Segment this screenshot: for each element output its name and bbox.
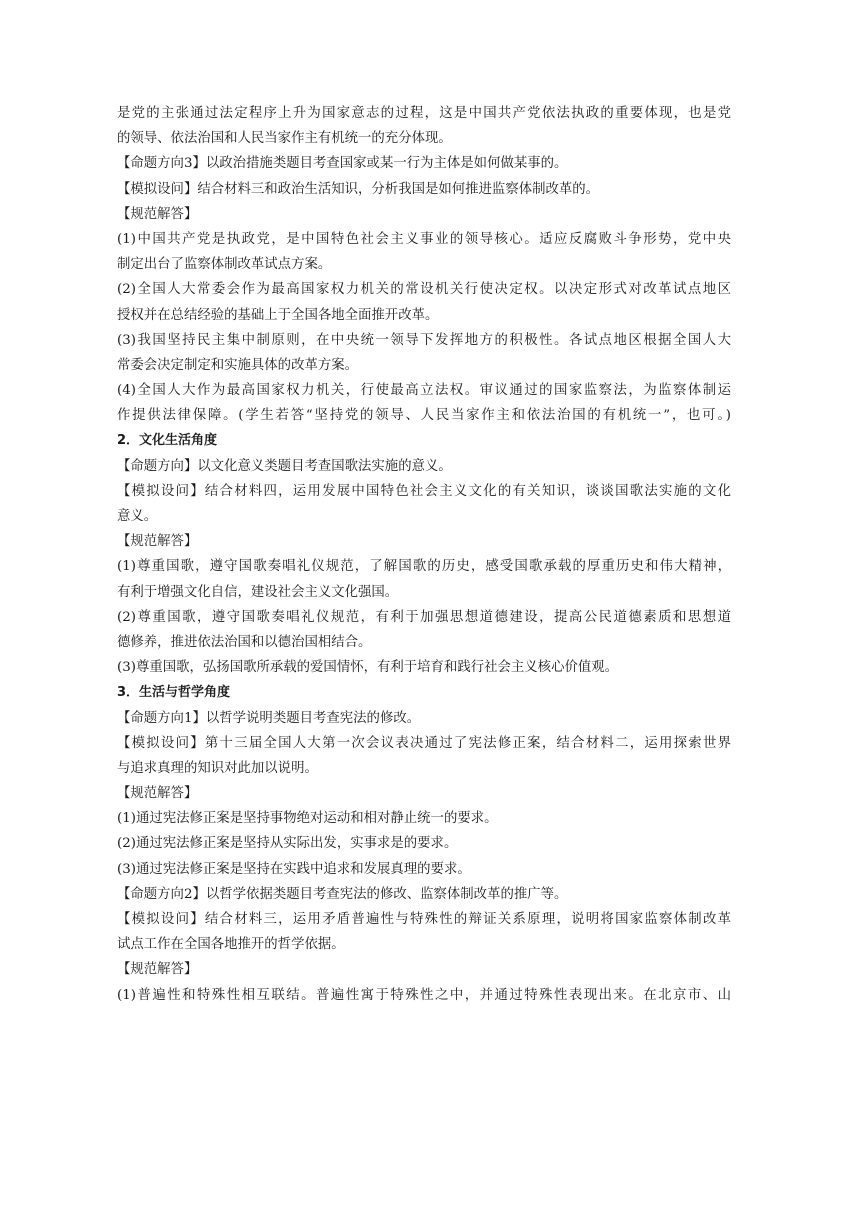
text-line: 【命题方向1】以哲学说明类题目考查宪法的修改。 (117, 710, 421, 726)
text-line: 作提供法律保障。(学生若答“坚持党的领导、人民当家作主和依法治国的有机统一”，也可。) (117, 408, 731, 424)
text-line: 【命题方向3】以政治措施类题目考查国家或某一行为主体是如何做某事的。 (117, 156, 568, 172)
text-line: 【命题方向】以文化意义类题目考查国歌法实施的意义。 (117, 458, 452, 474)
text-line: 试点工作在全国各地推开的哲学依据。 (117, 937, 345, 953)
section-heading: 2．文化生活角度 (117, 433, 218, 449)
text-line: (1)通过宪法修正案是坚持事物绝对运动和相对静止统一的要求。 (117, 811, 498, 827)
text-line: (2)全国人大常委会作为最高国家权力机关的常设机关行使决定权。以决定形式对改革试点地区 (117, 282, 731, 298)
text-line: 【模拟设问】结合材料三和政治生活知识，分析我国是如何推进监察体制改革的。 (117, 181, 600, 197)
text-line: (2)通过宪法修正案是坚持从实际出发，实事求是的要求。 (117, 836, 458, 852)
text-line: 【规范解答】 (117, 786, 198, 802)
text-line: (4)全国人大作为最高国家权力机关，行使最高立法权。审议通过的国家监察法，为监察体制运 (117, 383, 731, 399)
text-line: 是党的主张通过法定程序上升为国家意志的过程，这是中国共产党依法执政的重要体现，也是党 (117, 106, 731, 121)
text-line: (1)尊重国歌，遵守国歌奏唱礼仪规范，了解国歌的历史，感受国歌承载的厚重历史和伟大精神， (117, 559, 731, 575)
text-line: (1)中国共产党是执政党，是中国特色社会主义事业的领导核心。适应反腐败斗争形势，党中央 (117, 231, 731, 247)
text-line: 德修养，推进依法治国和以德治国相结合。 (117, 634, 372, 650)
text-line: 与追求真理的知识对此加以说明。 (117, 760, 318, 776)
text-line: 授权并在总结经验的基础上于全国各地全面推开改革。 (117, 307, 439, 323)
section-heading: 3．生活与哲学角度 (117, 685, 231, 701)
text-line: 的领导、依法治国和人民当家作主有机统一的充分体现。 (117, 131, 452, 147)
text-line: 有利于增强文化自信，建设社会主义文化强国。 (117, 584, 399, 600)
text-line: (1)普遍性和特殊性相互联结。普遍性寓于特殊性之中，并通过特殊性表现出来。在北京市、山 (117, 987, 731, 1003)
text-line: (2)尊重国歌，遵守国歌奏唱礼仪规范，有利于加强思想道德建设，提高公民道德素质和思想道 (117, 609, 731, 625)
text-line: (3)我国坚持民主集中制原则，在中央统一领导下发挥地方的积极性。各试点地区根据全国人大 (117, 332, 731, 348)
text-line: 【规范解答】 (117, 206, 198, 222)
text-line: 【规范解答】 (117, 534, 198, 550)
text-line: 【命题方向2】以哲学依据类题目考查宪法的修改、监察体制改革的推广等。 (117, 886, 568, 902)
text-line: (3)尊重国歌，弘扬国歌所承载的爱国情怀，有利于培育和践行社会主义核心价值观。 (117, 660, 619, 676)
text-line: 【规范解答】 (117, 962, 198, 978)
text-line: 【模拟设问】结合材料三，运用矛盾普遍性与特殊性的辩证关系原理，说明将国家监察体制改革 (117, 912, 731, 927)
document-body (117, 101, 731, 1008)
text-line: 【模拟设问】结合材料四，运用发展中国特色社会主义文化的有关知识，谈谈国歌法实施的文化 (117, 483, 731, 499)
text-line: 意义。 (117, 509, 158, 524)
text-line: (3)通过宪法修正案是坚持在实践中追求和发展真理的要求。 (117, 861, 471, 877)
text-line: 常委会决定制定和实施具体的改革方案。 (117, 357, 359, 373)
text-line: 制定出台了监察体制改革试点方案。 (117, 257, 332, 273)
text-line: 【模拟设问】第十三届全国人大第一次会议表决通过了宪法修正案，结合材料二，运用探索世界 (117, 735, 731, 751)
